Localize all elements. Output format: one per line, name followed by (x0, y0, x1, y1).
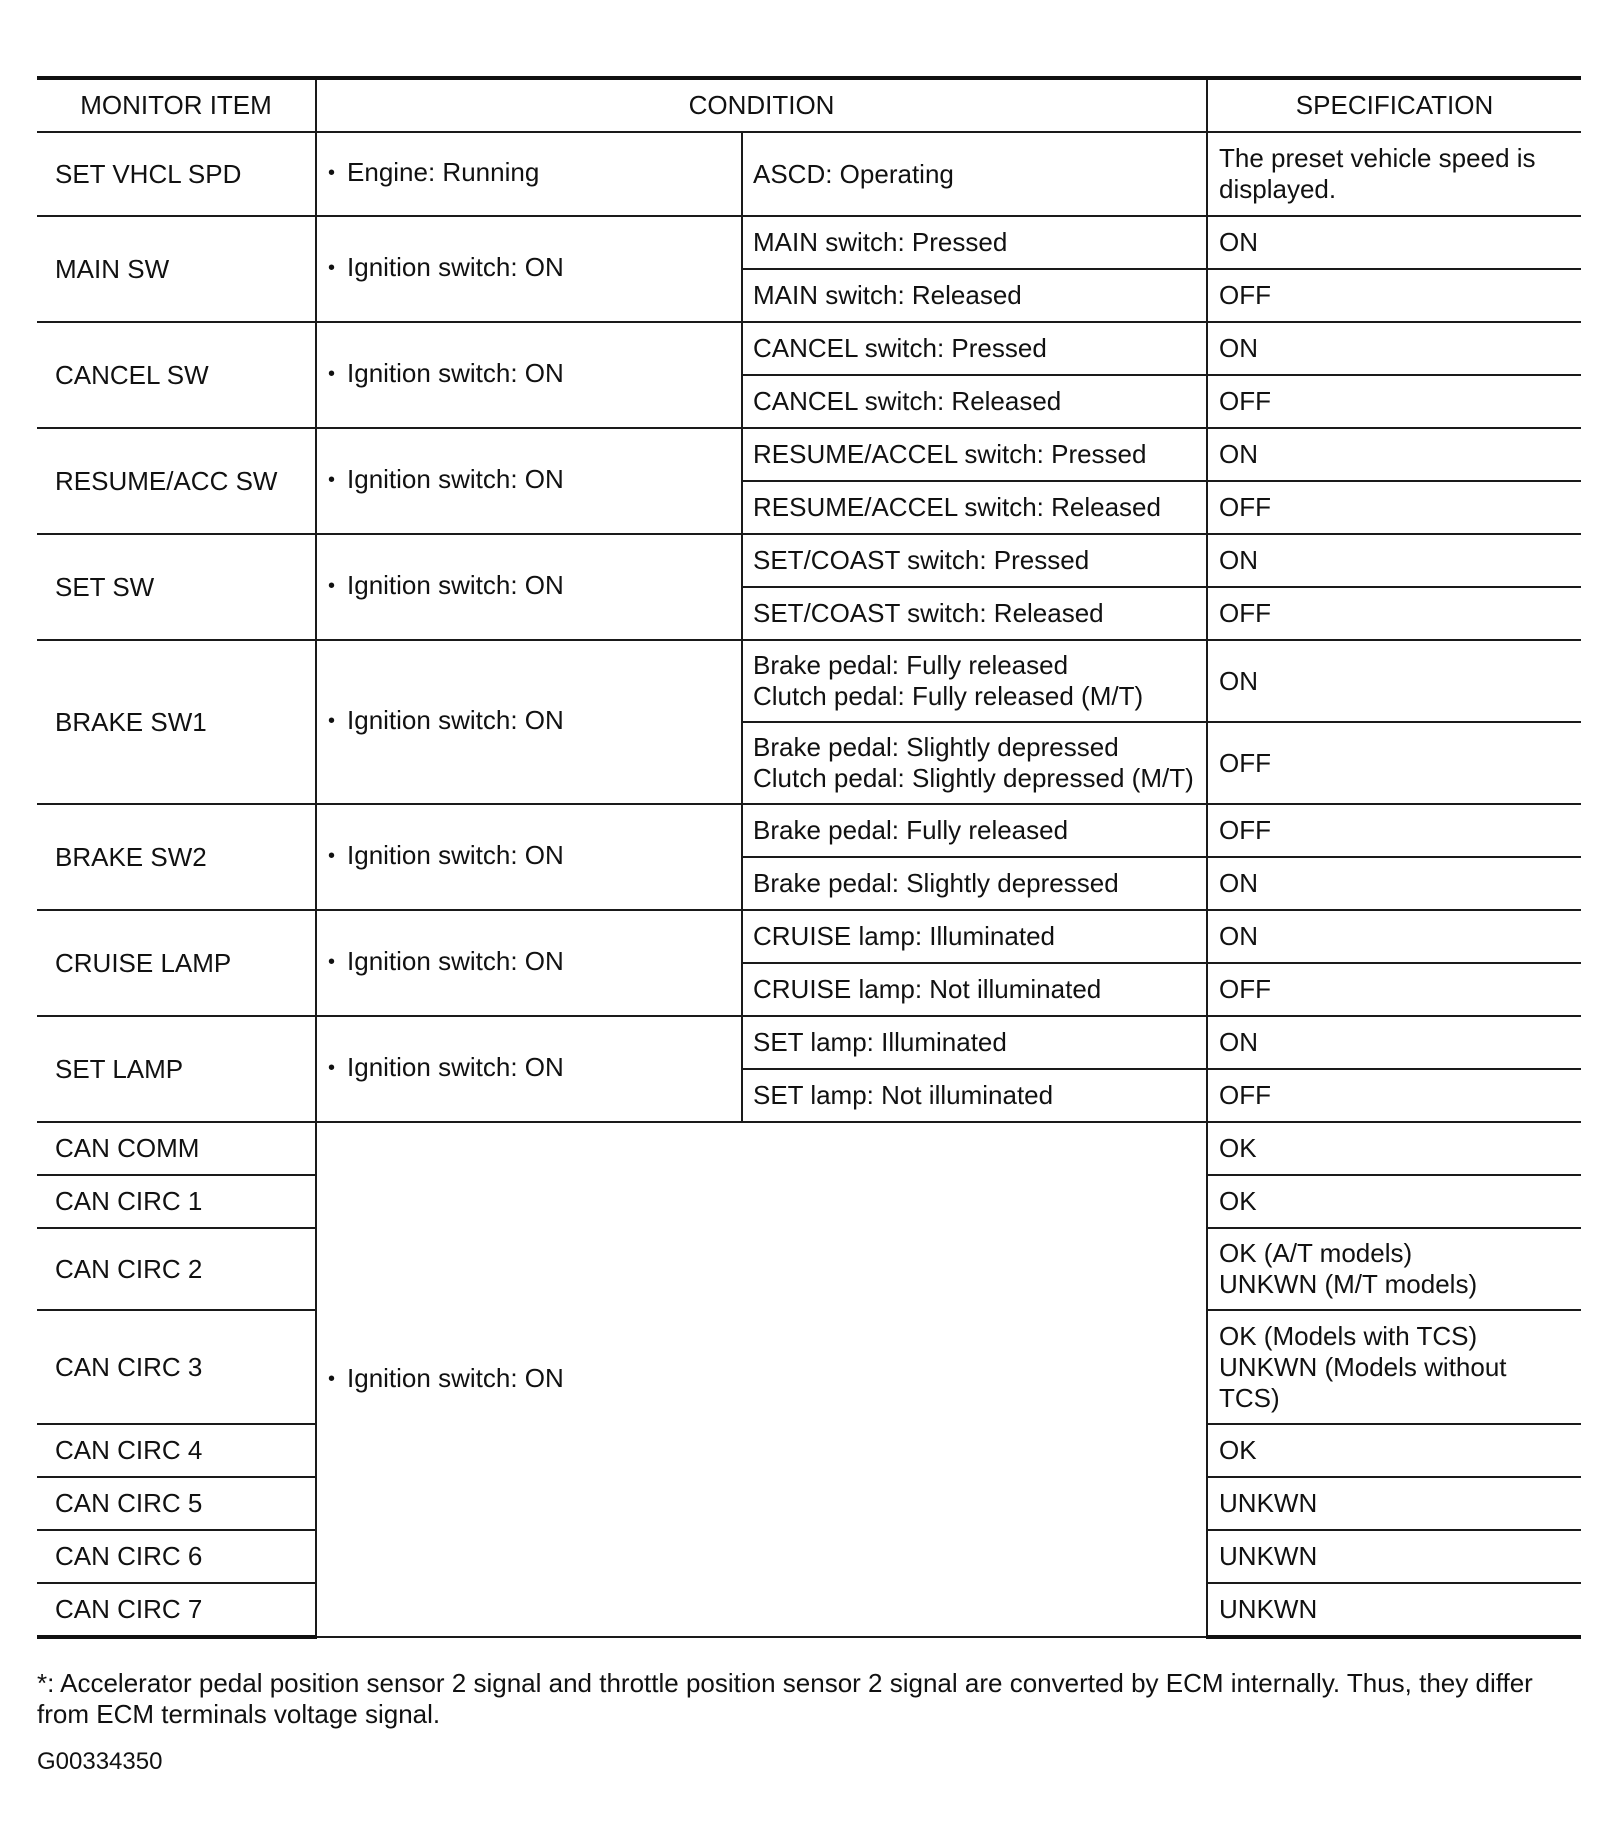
monitor-item-cell: CAN CIRC 7 (37, 1583, 316, 1637)
bullet-icon: • (328, 845, 336, 867)
monitor-item-cell: BRAKE SW2 (37, 804, 316, 910)
bullet-icon: • (328, 710, 336, 732)
sub-condition-cell: SET lamp: Illuminated (742, 1016, 1207, 1069)
condition-text: Ignition switch: ON (347, 252, 564, 282)
specification-cell: UNKWN (1207, 1530, 1581, 1583)
table-header-row (37, 78, 1581, 132)
monitor-item-cell: CAN CIRC 4 (37, 1424, 316, 1477)
specification-cell: OK (1207, 1424, 1581, 1477)
specification-cell: OFF (1207, 804, 1581, 857)
table-row (37, 216, 1581, 269)
monitor-item-cell: CAN CIRC 3 (37, 1310, 316, 1424)
table-row (37, 910, 1581, 963)
figure-id: G00334350 (37, 1748, 163, 1775)
monitor-item-cell: CAN CIRC 1 (37, 1175, 316, 1228)
monitor-item-cell: BRAKE SW1 (37, 640, 316, 804)
bullet-icon: • (328, 257, 336, 279)
sub-condition-cell: ASCD: Operating (742, 132, 1207, 216)
specification-cell: OK (1207, 1122, 1581, 1175)
monitor-spec-table (37, 76, 1581, 1639)
sub-condition-cell: CRUISE lamp: Not illuminated (742, 963, 1207, 1016)
condition-cell (316, 534, 742, 640)
table-row (37, 1122, 1581, 1175)
sub-condition-cell: SET/COAST switch: Released (742, 587, 1207, 640)
specification-cell: OFF (1207, 722, 1581, 804)
specification-cell: ON (1207, 1016, 1581, 1069)
sub-condition-cell: Brake pedal: Fully released Clutch pedal: Fully released (M/T) (742, 640, 1207, 722)
condition-cell (316, 132, 742, 216)
condition-cell (316, 640, 742, 804)
sub-condition-cell: Brake pedal: Fully released (742, 804, 1207, 857)
monitor-item-cell: CAN CIRC 5 (37, 1477, 316, 1530)
condition-text: Ignition switch: ON (347, 358, 564, 388)
header-condition: CONDITION (316, 78, 1207, 132)
sub-condition-cell: SET/COAST switch: Pressed (742, 534, 1207, 587)
condition-text: Ignition switch: ON (347, 1362, 564, 1393)
monitor-item-cell: CAN CIRC 6 (37, 1530, 316, 1583)
table-row (37, 1016, 1581, 1069)
specification-cell: OFF (1207, 269, 1581, 322)
specification-cell: OK (Models with TCS) UNKWN (Models without TCS) (1207, 1310, 1581, 1424)
specification-cell: ON (1207, 910, 1581, 963)
monitor-item-cell: SET SW (37, 534, 316, 640)
condition-cell (316, 1122, 1207, 1637)
specification-cell: ON (1207, 857, 1581, 910)
sub-condition-cell: Brake pedal: Slightly depressed (742, 857, 1207, 910)
specification-cell: OFF (1207, 1069, 1581, 1122)
sub-condition-cell: CANCEL switch: Pressed (742, 322, 1207, 375)
sub-condition-cell: MAIN switch: Pressed (742, 216, 1207, 269)
monitor-item-cell: CRUISE LAMP (37, 910, 316, 1016)
footnote: *: Accelerator pedal position sensor 2 signal and throttle position sensor 2 signal are converted by ECM internally. Thus, they differ from ECM terminals voltage signal. (37, 1668, 1533, 1729)
sub-condition-cell: Brake pedal: Slightly depressed Clutch pedal: Slightly depressed (M/T) (742, 722, 1207, 804)
condition-text: Ignition switch: ON (347, 464, 564, 494)
monitor-item-cell: SET LAMP (37, 1016, 316, 1122)
bullet-icon: • (328, 363, 336, 385)
bullet-icon: • (328, 469, 336, 491)
condition-cell (316, 804, 742, 910)
specification-cell: ON (1207, 428, 1581, 481)
condition-text: Ignition switch: ON (347, 840, 564, 870)
specification-cell: OFF (1207, 587, 1581, 640)
sub-condition-cell: RESUME/ACCEL switch: Pressed (742, 428, 1207, 481)
condition-cell (316, 216, 742, 322)
bullet-icon: • (328, 1057, 336, 1079)
monitor-item-cell: SET VHCL SPD (37, 132, 316, 216)
condition-cell (316, 322, 742, 428)
condition-text: Ignition switch: ON (347, 705, 564, 735)
specification-cell: OK (1207, 1175, 1581, 1228)
bullet-icon: • (328, 1367, 336, 1390)
specification-cell: ON (1207, 534, 1581, 587)
condition-text: Ignition switch: ON (347, 946, 564, 976)
specification-cell: OK (A/T models) UNKWN (M/T models) (1207, 1228, 1581, 1310)
specification-cell: UNKWN (1207, 1477, 1581, 1530)
condition-cell (316, 1016, 742, 1122)
sub-condition-cell: SET lamp: Not illuminated (742, 1069, 1207, 1122)
header-monitor-item: MONITOR ITEM (37, 78, 316, 132)
specification-cell: ON (1207, 216, 1581, 269)
condition-text: Ignition switch: ON (347, 570, 564, 600)
sub-condition-cell: CRUISE lamp: Illuminated (742, 910, 1207, 963)
monitor-item-cell: MAIN SW (37, 216, 316, 322)
specification-cell: ON (1207, 322, 1581, 375)
specification-cell: ON (1207, 640, 1581, 722)
table-row (37, 534, 1581, 587)
sub-condition-cell: CANCEL switch: Released (742, 375, 1207, 428)
bullet-icon: • (328, 162, 336, 184)
monitor-item-cell: CAN COMM (37, 1122, 316, 1175)
monitor-item-cell: CAN CIRC 2 (37, 1228, 316, 1310)
table-row (37, 322, 1581, 375)
sub-condition-cell: MAIN switch: Released (742, 269, 1207, 322)
bullet-icon: • (328, 575, 336, 597)
condition-text: Ignition switch: ON (347, 1052, 564, 1082)
sub-condition-cell: RESUME/ACCEL switch: Released (742, 481, 1207, 534)
table-row (37, 640, 1581, 722)
condition-cell (316, 428, 742, 534)
monitor-item-cell: CANCEL SW (37, 322, 316, 428)
table-row (37, 132, 1581, 216)
specification-cell: The preset vehicle speed is displayed. (1207, 132, 1581, 216)
specification-cell: UNKWN (1207, 1583, 1581, 1637)
table-row (37, 804, 1581, 857)
header-specification: SPECIFICATION (1207, 78, 1581, 132)
specification-cell: OFF (1207, 375, 1581, 428)
condition-cell (316, 910, 742, 1016)
bullet-icon: • (328, 951, 336, 973)
specification-cell: OFF (1207, 963, 1581, 1016)
monitor-item-cell: RESUME/ACC SW (37, 428, 316, 534)
specification-cell: OFF (1207, 481, 1581, 534)
table-row (37, 428, 1581, 481)
condition-text: Engine: Running (347, 157, 540, 187)
